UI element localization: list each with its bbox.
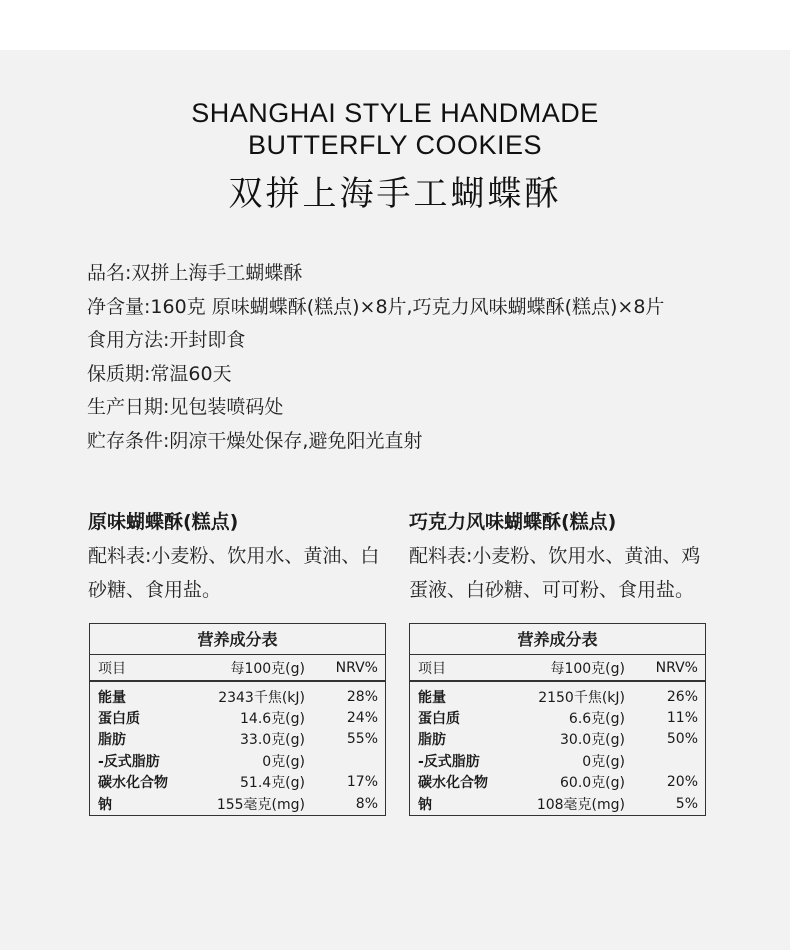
- info-shelf-life: 保质期:常温60天: [87, 362, 232, 385]
- nutrient-nrv: 24%: [346, 710, 378, 727]
- table-row: [98, 686, 378, 707]
- nutrient-name: 钠: [418, 796, 432, 813]
- header-item: 项目: [418, 660, 446, 677]
- table-row: [418, 707, 698, 728]
- header-item: 项目: [98, 660, 126, 677]
- nutrient-amount: 2150千焦(kJ): [538, 689, 625, 706]
- flavor-name: 原味蝴蝶酥(糕点): [88, 511, 239, 533]
- table-row: [98, 793, 378, 814]
- flavor-name: 巧克力风味蝴蝶酥(糕点): [409, 511, 617, 533]
- title-english-line-2: BUTTERFLY COOKIES: [247, 130, 543, 160]
- info-net-content: 净含量:160克 原味蝴蝶酥(糕点)×8片,巧克力风味蝴蝶酥(糕点)×8片: [87, 295, 665, 318]
- nutrient-amount: 60.0克(g): [560, 775, 625, 792]
- nutrient-name: 能量: [418, 689, 446, 706]
- header-nrv: NRV%: [335, 659, 378, 676]
- nutrient-name: 蛋白质: [98, 711, 140, 728]
- nutrient-name: 脂肪: [98, 732, 126, 749]
- nutrient-name: 蛋白质: [418, 711, 460, 728]
- flavor-chocolate: [409, 505, 709, 607]
- nutrient-amount: 155毫克(mg): [216, 796, 305, 813]
- nutrient-nrv: 55%: [346, 731, 378, 748]
- nutrient-amount: 30.0克(g): [560, 732, 625, 749]
- nutrient-amount: 2343千焦(kJ): [218, 689, 305, 706]
- info-storage: 贮存条件:阴凉干燥处保存,避免阳光直射: [87, 429, 423, 452]
- nutrition-table-chocolate: [409, 623, 706, 816]
- ingredients-text: 配料表:小麦粉、饮用水、黄油、白砂糖、食用盐。: [88, 545, 380, 601]
- nutrient-nrv: 5%: [675, 795, 698, 812]
- product-info-list: [87, 257, 737, 458]
- title-chinese: 双拼上海手工蝴蝶酥: [228, 174, 562, 214]
- table-row: [418, 729, 698, 750]
- header-per-100g: 每100克(g): [550, 660, 625, 677]
- table-row: [418, 750, 698, 771]
- nutrition-table-original: [89, 623, 386, 816]
- header-per-100g: 每100克(g): [230, 660, 305, 677]
- info-usage: 食用方法:开封即食: [87, 329, 246, 351]
- ingredients-text: 配料表:小麦粉、饮用水、黄油、鸡蛋液、白砂糖、可可粉、食用盐。: [409, 545, 701, 601]
- nutrition-table-header: [410, 655, 705, 682]
- nutrient-amount: 0克(g): [262, 753, 305, 770]
- nutrient-nrv: 11%: [666, 710, 698, 727]
- nutrient-nrv: 8%: [355, 795, 378, 812]
- nutrient-name: 碳水化合物: [98, 775, 168, 792]
- nutrient-nrv: 20%: [666, 774, 698, 791]
- nutrient-name: 钠: [98, 796, 112, 813]
- nutrient-amount: 0克(g): [582, 753, 625, 770]
- table-row: [418, 793, 698, 814]
- info-product-name: 品名:双拼上海手工蝴蝶酥: [87, 262, 303, 284]
- nutrient-nrv: 17%: [346, 774, 378, 791]
- table-row: [98, 707, 378, 728]
- nutrient-name: 碳水化合物: [418, 775, 488, 792]
- nutrition-table-title: 营养成分表: [90, 624, 385, 655]
- nutrient-amount: 14.6克(g): [240, 711, 305, 728]
- nutrition-table-title: 营养成分表: [410, 624, 705, 655]
- nutrient-name: 能量: [98, 689, 126, 706]
- nutrition-table-header: [90, 655, 385, 682]
- nutrient-name: -反式脂肪: [418, 753, 480, 770]
- nutrient-nrv: 26%: [666, 688, 698, 705]
- header-nrv: NRV%: [655, 659, 698, 676]
- nutrient-name: -反式脂肪: [98, 753, 160, 770]
- table-row: [418, 772, 698, 793]
- nutrient-nrv: 28%: [346, 688, 378, 705]
- flavor-original: [88, 505, 388, 607]
- nutrient-name: 脂肪: [418, 732, 446, 749]
- table-row: [98, 750, 378, 771]
- table-row: [98, 772, 378, 793]
- title-english-line-1: SHANGHAI STYLE HANDMADE: [191, 98, 599, 128]
- table-row: [418, 686, 698, 707]
- table-row: [98, 729, 378, 750]
- nutrient-amount: 51.4克(g): [240, 775, 305, 792]
- nutrient-nrv: 50%: [666, 731, 698, 748]
- info-production-date: 生产日期:见包装喷码处: [87, 396, 284, 418]
- nutrient-amount: 33.0克(g): [240, 732, 305, 749]
- nutrient-amount: 108毫克(mg): [536, 796, 625, 813]
- nutrient-amount: 6.6克(g): [568, 711, 625, 728]
